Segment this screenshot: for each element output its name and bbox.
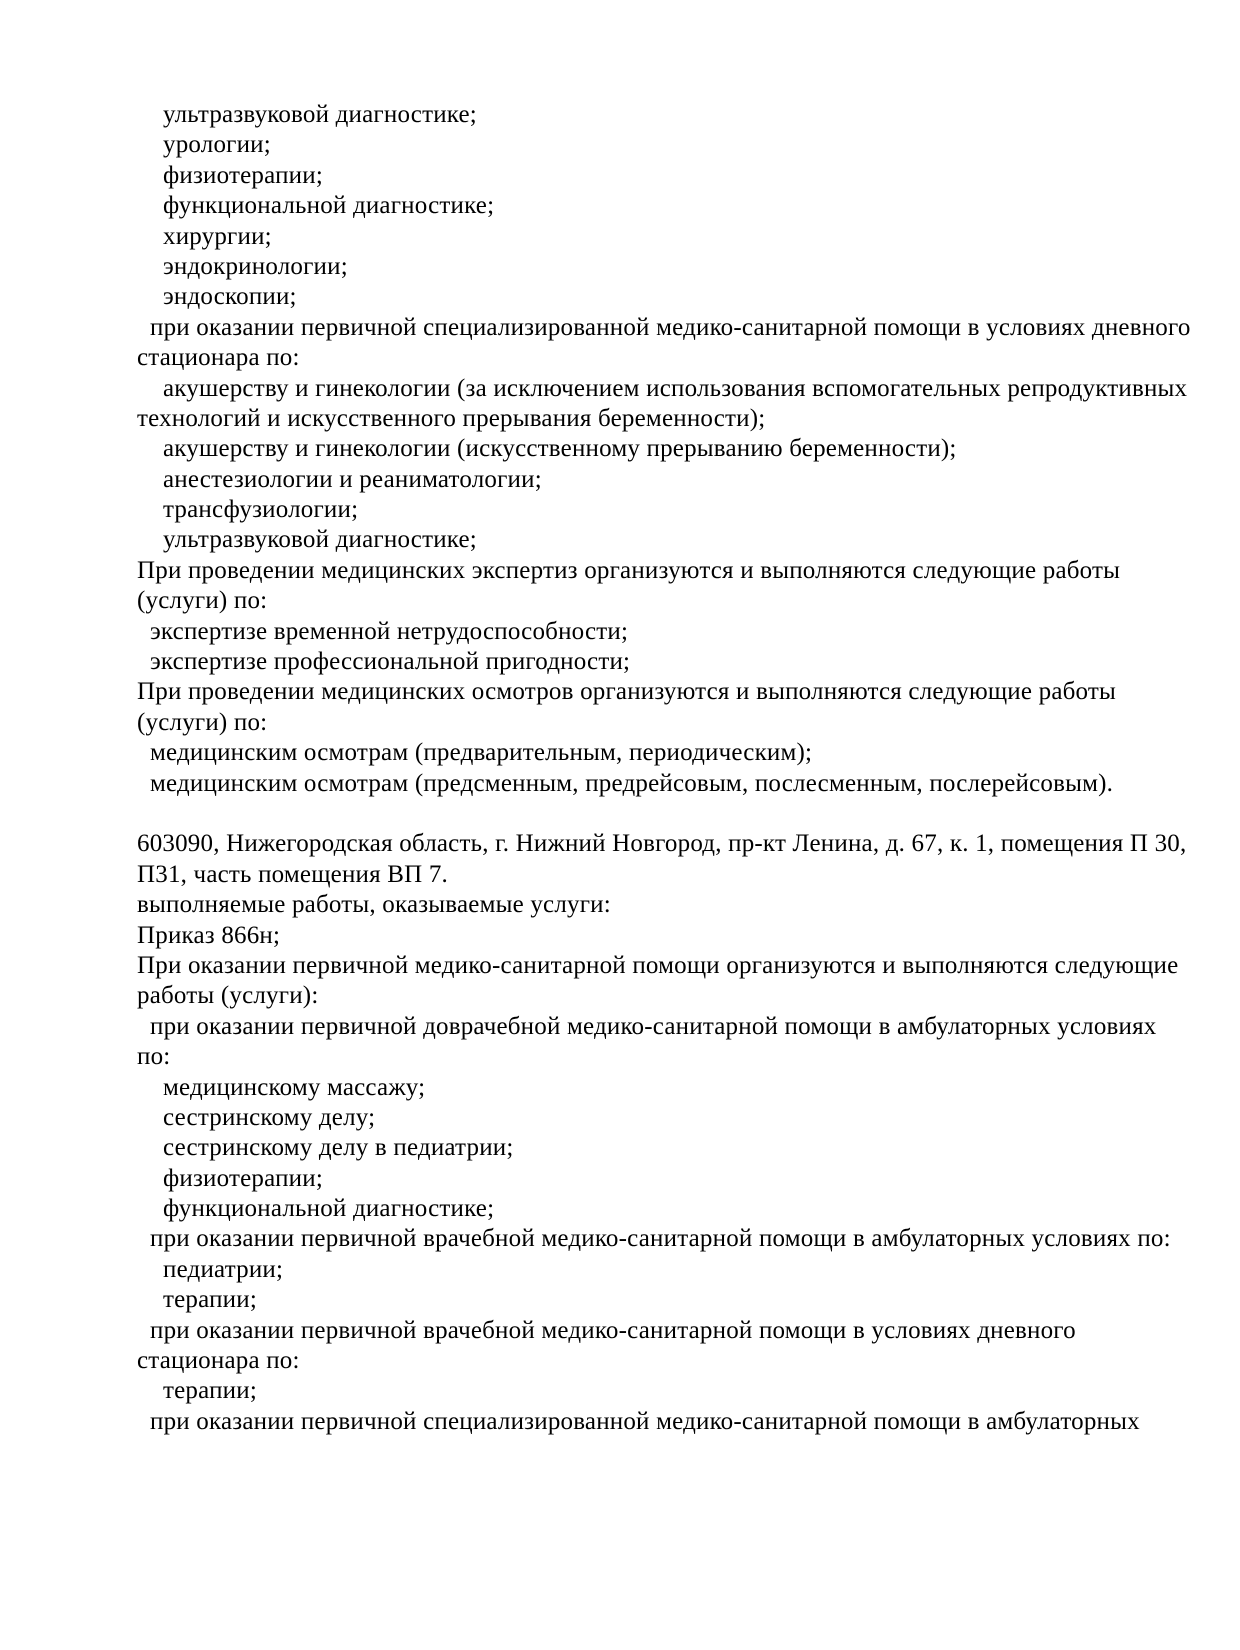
blank-line (137, 799, 1160, 829)
text-line: функциональной диагностике; (163, 192, 495, 220)
document-text (137, 100, 1191, 1437)
text-line: Приказ 866н; (137, 921, 281, 949)
text-line: экспертизе временной нетрудоспособности; (150, 617, 629, 645)
text-line: стационара по: (137, 1347, 300, 1375)
text-line: при оказании первичной специализированной медико-санитарной помощи в амбулаторных (150, 1407, 1140, 1435)
text-line: трансфузиологии; (163, 496, 359, 524)
text-line: выполняемые работы, оказываемые услуги: (137, 891, 611, 919)
text-line: экспертизе профессиональной пригодности; (150, 648, 631, 676)
text-line: физиотерапии; (163, 1164, 323, 1192)
text-line: ультразвуковой диагностике; (163, 526, 477, 554)
text-line: П31, часть помещения ВП 7. (137, 860, 448, 888)
text-line: медицинским осмотрам (предсменным, предрейсовым, послесменным, послерейсовым). (150, 769, 1114, 797)
text-line: педиатрии; (163, 1255, 284, 1283)
text-line: эндоскопии; (163, 283, 297, 311)
text-line: технологий и искусственного прерывания беременности); (137, 404, 766, 432)
text-line: медицинскому массажу; (163, 1073, 426, 1101)
text-line: при оказании первичной врачебной медико-санитарной помощи в амбулаторных условиях по: (150, 1225, 1171, 1253)
text-line: по: (137, 1043, 171, 1071)
text-line: При проведении медицинских экспертиз организуются и выполняются следующие работы (137, 556, 1121, 584)
text-line: 603090, Нижегородская область, г. Нижний Новгород, пр-кт Ленина, д. 67, к. 1, помещения П 30, (137, 830, 1187, 858)
text-line: урологии; (163, 131, 271, 159)
text-line: анестезиологии и реаниматологии; (163, 465, 542, 493)
text-line: медицинским осмотрам (предварительным, периодическим); (150, 739, 813, 767)
text-line: акушерству и гинекологии (искусственному прерыванию беременности); (163, 435, 957, 463)
text-line: При проведении медицинских осмотров организуются и выполняются следующие работы (137, 678, 1117, 706)
text-line: терапии; (163, 1377, 257, 1405)
text-line: сестринскому делу в педиатрии; (163, 1134, 514, 1162)
text-line: при оказании первичной доврачебной медико-санитарной помощи в амбулаторных условиях (150, 1012, 1157, 1040)
text-line: физиотерапии; (163, 161, 323, 189)
text-line: ультразвуковой диагностике; (163, 101, 477, 128)
text-line: (услуги) по: (137, 708, 268, 736)
text-line: при оказании первичной специализированной медико-санитарной помощи в условиях дневного (150, 313, 1191, 341)
text-line: работы (услуги): (137, 982, 319, 1010)
text-line: сестринскому делу; (163, 1103, 376, 1131)
text-line: стационара по: (137, 344, 300, 372)
text-line: хирургии; (163, 222, 272, 250)
text-line: (услуги) по: (137, 587, 268, 615)
text-line: терапии; (163, 1286, 257, 1314)
text-line: функциональной диагностике; (163, 1195, 495, 1223)
text-line: эндокринологии; (163, 252, 348, 280)
text-line: акушерству и гинекологии (за исключением использования вспомогательных репродуктивных (163, 374, 1188, 402)
text-line: при оказании первичной врачебной медико-санитарной помощи в условиях дневного (150, 1316, 1076, 1344)
text-line: При оказании первичной медико-санитарной помощи организуются и выполняются следующие (137, 951, 1179, 979)
